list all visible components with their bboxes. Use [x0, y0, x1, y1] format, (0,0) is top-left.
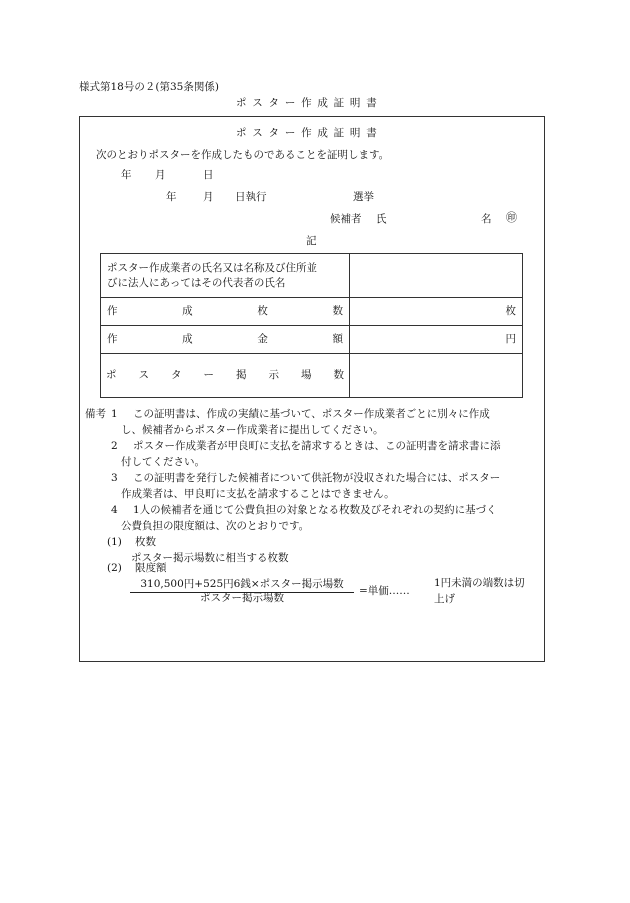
amount-label-cell	[101, 326, 350, 354]
note-2-line1: ポスター作成業者が甲良町に支払を請求するときは、この証明書を請求書に添	[133, 440, 501, 452]
name-label-second: 名	[481, 213, 492, 225]
notes-heading: 備考	[85, 408, 106, 420]
count-label-cell	[101, 298, 350, 326]
note-1-line2: し、候補者からポスター作成業者に提出してください。	[121, 424, 384, 436]
election-month: 月	[203, 191, 214, 203]
certificate-title: ポスター作成証明書	[236, 127, 383, 139]
formula-result: =単価……	[359, 585, 410, 597]
amount-label-char: 額	[332, 333, 343, 346]
contractor-label-cell	[101, 254, 350, 298]
document-title: ポスター作成証明書	[236, 97, 383, 109]
posting-label-char: 場	[301, 369, 312, 382]
note-4-number: 4	[111, 504, 118, 516]
posting-label-char: 数	[333, 369, 344, 382]
contractor-label-line1: ポスター作成業者の氏名又は名称及び住所並	[107, 262, 317, 275]
note-2-number: 2	[111, 440, 118, 452]
rounding-line2: 上げ	[434, 593, 455, 605]
count-label-char: 作	[107, 305, 118, 318]
count-label-char: 枚	[257, 305, 268, 318]
posting-sites-label-cell	[101, 354, 350, 398]
note-2-line2: 付してください。	[121, 456, 205, 468]
count-value-cell[interactable]	[350, 298, 523, 326]
amount-unit: 円	[505, 333, 516, 346]
ki-label: 記	[306, 235, 317, 247]
candidate-label: 候補者	[330, 213, 362, 225]
table-row	[101, 326, 523, 354]
name-label-first: 氏	[376, 213, 387, 225]
note-3-line2: 作成業者は、甲良町に支払を請求することはできません。	[121, 488, 395, 500]
seal-mark: ㊞	[506, 211, 517, 224]
amount-label-char: 金	[257, 333, 268, 346]
count-label-char: 数	[332, 305, 343, 318]
election-label: 選挙	[353, 191, 374, 203]
intro-text: 次のとおりポスターを作成したものであることを証明します。	[96, 149, 390, 161]
note-3-line1: この証明書を発行した候補者について供託物が没収された場合には、ポスター	[133, 472, 501, 484]
amount-label-char: 作	[107, 333, 118, 346]
note-4-line2: 公費負担の限度額は、次のとおりです。	[121, 520, 310, 532]
sub-1-title: 枚数	[135, 536, 156, 548]
posting-label-char: ポ	[106, 369, 117, 382]
contractor-label-line2: びに法人にあってはその代表者の氏名	[107, 276, 286, 289]
sub-1-text: ポスター掲示場数に相当する枚数	[131, 552, 289, 564]
posting-label-char: ス	[138, 369, 149, 382]
date-year: 年	[121, 169, 132, 181]
note-1-line1: この証明書は、作成の実績に基づいて、ポスター作成業者ごとに別々に作成	[133, 408, 490, 420]
sub-2-number: (2)	[107, 562, 122, 574]
formula-denominator: ポスター掲示場数	[200, 592, 284, 604]
form-number: 様式第18号の２(第35条関係)	[79, 81, 219, 93]
formula-numerator: 310,500円+525円6銭×ポスター掲示場数	[130, 577, 354, 593]
contractor-value-cell[interactable]	[350, 254, 523, 298]
rounding-line1: 1円未満の端数は切	[434, 577, 525, 589]
posting-label-char: 掲	[236, 369, 247, 382]
table-row	[101, 354, 523, 398]
posting-label-char: タ	[171, 369, 182, 382]
election-year: 年	[166, 191, 177, 203]
count-unit: 枚	[505, 305, 516, 318]
election-day: 日執行	[235, 191, 267, 203]
date-month: 月	[155, 169, 166, 181]
count-label-char: 成	[182, 305, 193, 318]
note-4-line1: 1人の候補者を通じて公費負担の対象となる枚数及びそれぞれの契約に基づく	[133, 504, 497, 516]
amount-label-char: 成	[182, 333, 193, 346]
note-3-number: 3	[111, 472, 118, 484]
note-1-number: 1	[111, 408, 118, 420]
posting-label-char: ー	[203, 369, 214, 382]
date-day: 日	[203, 169, 214, 181]
table-row	[101, 254, 523, 298]
sub-1-number: (1)	[107, 536, 122, 548]
info-table	[100, 253, 523, 398]
posting-label-char: 示	[268, 369, 279, 382]
amount-value-cell[interactable]	[350, 326, 523, 354]
sub-2-title: 限度額	[135, 562, 167, 574]
table-row	[101, 298, 523, 326]
posting-sites-value-cell[interactable]	[350, 354, 523, 398]
